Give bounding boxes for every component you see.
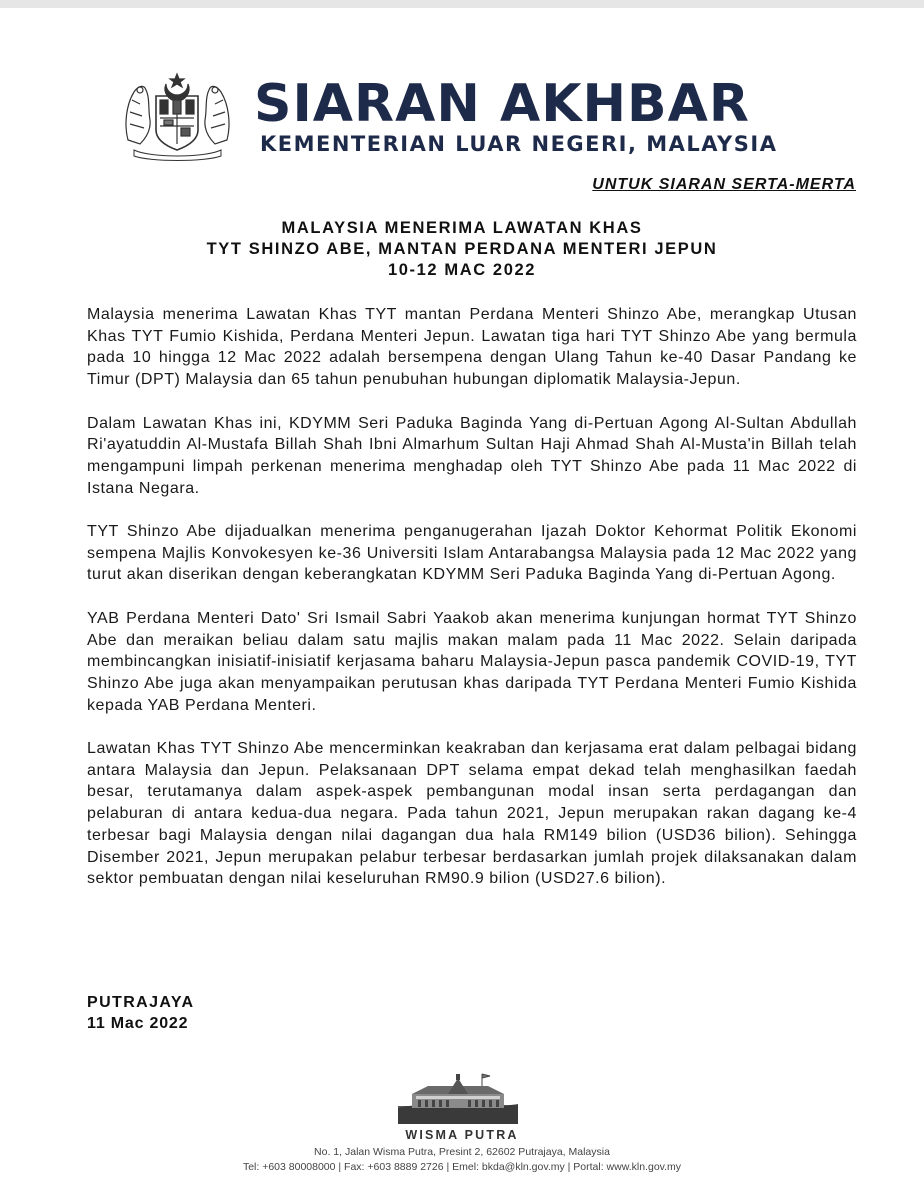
malaysia-coat-of-arms-icon (120, 70, 235, 162)
release-type-label: UNTUK SIARAN SERTA-MERTA (592, 176, 856, 193)
footer-contact: Tel: +603 80008000 | Fax: +603 8889 2726 | Emel: bkda@kln.gov.my | Portal: www.kln.gov.my (242, 1161, 682, 1173)
letterhead (120, 70, 800, 170)
body-paragraph-3: TYT Shinzo Abe dijadualkan menerima penganugerahan Ijazah Doktor Kehormat Politik Ekonomi sempena Majlis Konvokesyen ke-36 Universiti Islam Antarabangsa Malaysia pada 12 Mac 2022 yang turut akan diserikan dengan keberangkatan KDYMM Seri Paduka Baginda Yang di-Pertuan Agong. (87, 523, 857, 584)
signoff-date: 11 Mac 2022 (87, 1015, 189, 1032)
signoff (87, 992, 194, 1034)
body-paragraph-5: Lawatan Khas TYT Shinzo Abe mencerminkan keakraban dan kerjasama erat dalam pelbagai bidang antara Malaysia dan Jepun. Pelaksanaan DPT selama empat dekad telah menghasilkan faedah besar, terutamanya dalam aspek-aspek pembangunan modal insan serta perdagangan dan pelaburan di antara kedua-dua negara. Pada tahun 2021, Jepun merupakan rakan dagang ke-4 terbesar bagi Malaysia dengan nilai dagangan dua hala RM149 bilion (USD36 bilion). Sehingga Disember 2021, Jepun merupakan pelabur terbesar berdasarkan jumlah projek dilaksanakan dalam sektor pembuatan dengan nilai keseluruhan RM90.9 bilion (USD27.6 bilion). (87, 740, 857, 888)
body-paragraph-1: Malaysia menerima Lawatan Khas TYT mantan Perdana Menteri Shinzo Abe, merangkap Utusan Khas TYT Fumio Kishida, Perdana Menteri Jepun. Lawatan tiga hari TYT Shinzo Abe yang bermula pada 10 hingga 12 Mac 2022 adalah bersempena dengan Ulang Tahun ke-40 Dasar Pandang ke Timur (DPT) Malaysia dan 65 tahun penubuhan hubungan diplomatik Malaysia-Jepun. (87, 306, 857, 389)
body-paragraph-4: YAB Perdana Menteri Dato' Sri Ismail Sabri Yaakob akan menerima kunjungan hormat TYT Shinzo Abe dan meraikan beliau dalam satu majlis makan malam pada 11 Mac 2022. Selain daripada membincangkan inisiatif-inisiatif kerjasama baharu Malaysia-Jepun pasca pandemik COVID-19, TYT Shinzo Abe juga akan menyampaikan perutusan khas daripada TYT Perdana Menteri Fumio Kishida kepada YAB Perdana Menteri. (87, 609, 857, 714)
title-line-1: MALAYSIA MENERIMA LAWATAN KHAS (281, 219, 643, 237)
footer (0, 1072, 924, 1200)
press-release-heading: SIARAN AKHBAR (254, 74, 750, 134)
signoff-place: PUTRAJAYA (87, 994, 195, 1011)
ministry-name: KEMENTERIAN LUAR NEGERI, MALAYSIA (260, 132, 778, 156)
wisma-putra-building-icon (398, 1072, 518, 1124)
footer-address: No. 1, Jalan Wisma Putra, Presint 2, 62602 Putrajaya, Malaysia (314, 1146, 610, 1158)
footer-building-name: WISMA PUTRA (405, 1128, 519, 1142)
title-line-2: TYT SHINZO ABE, MANTAN PERDANA MENTERI JEPUN (206, 240, 718, 258)
body-paragraph-2: Dalam Lawatan Khas ini, KDYMM Seri Paduka Baginda Yang di-Pertuan Agong Al-Sultan Abdullah Ri'ayatuddin Al-Mustafa Billah Shah Ibni Almarhum Sultan Haji Ahmad Shah Al-Musta'in Billah telah mengampuni limpah perkenan menerima menghadap oleh TYT Shinzo Abe pada 11 Mac 2022 di Istana Negara. (87, 414, 857, 497)
top-border (0, 0, 924, 8)
title-line-3: 10-12 MAC 2022 (387, 261, 537, 279)
release-title (0, 218, 924, 281)
release-body (87, 304, 857, 912)
